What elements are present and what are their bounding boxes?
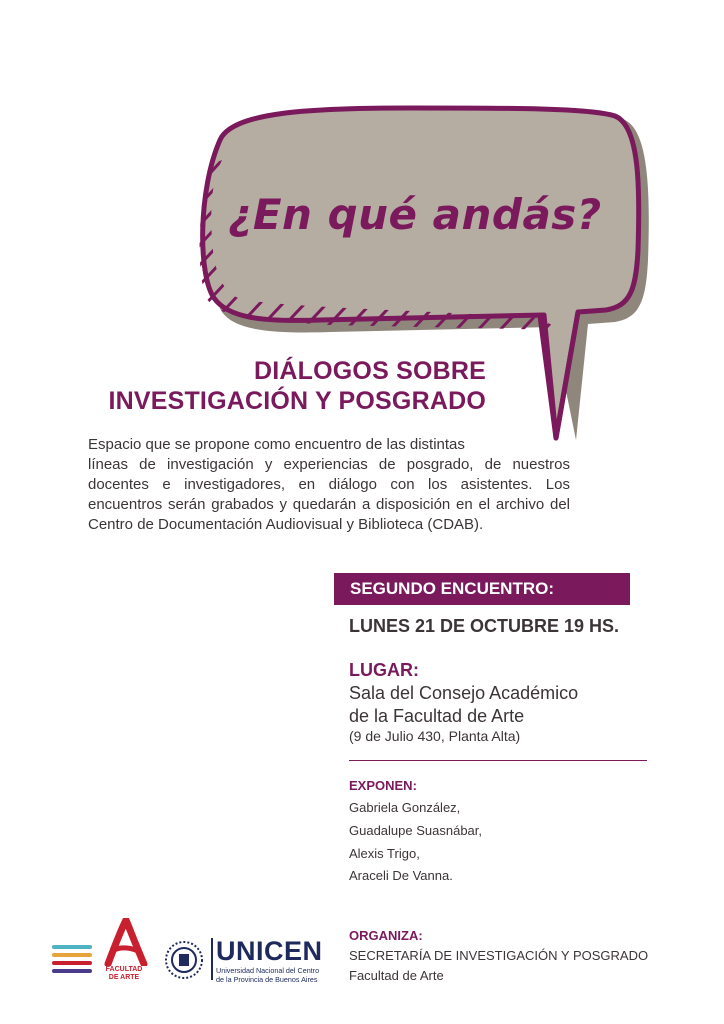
- intro-paragraph: [88, 435, 570, 535]
- event-subtitle: [108, 356, 486, 416]
- stripe-purple: [52, 969, 92, 973]
- speaker-name: Alexis Trigo,: [349, 846, 420, 861]
- unicen-seal-icon: [164, 940, 204, 980]
- unicen-separator: [211, 938, 213, 980]
- organizer-label: ORGANIZA:: [349, 928, 423, 943]
- stripe-teal: [52, 945, 92, 949]
- facultad-arte-line-2: DE ARTE: [108, 974, 140, 981]
- place-line-1: Sala del Consejo Académico: [349, 683, 579, 703]
- unicen-subtitle: [216, 966, 319, 984]
- bubble-title: ¿En qué andás?: [228, 190, 602, 239]
- facultad-arte-logo-icon: [104, 918, 148, 966]
- organizer-line-2: Facultad de Arte: [349, 968, 444, 983]
- intro-line-1: Espacio que se propone como encuentro de las distintas: [88, 436, 465, 453]
- unicen-subtitle-1: Universidad Nacional del Centro: [216, 966, 320, 975]
- unicen-subtitle-2: de la Provincia de Buenos Aires: [216, 975, 318, 984]
- place-address: (9 de Julio 430, Planta Alta): [349, 728, 521, 744]
- stripe-orange: [52, 953, 92, 957]
- stripe-red: [52, 961, 92, 965]
- speaker-name: Guadalupe Suasnábar,: [349, 823, 482, 838]
- speaker-name: Araceli De Vanna.: [349, 868, 453, 883]
- subtitle-line-2: INVESTIGACIÓN Y POSGRADO: [108, 387, 486, 415]
- speakers-label: EXPONEN:: [349, 778, 417, 793]
- speaker-name: Gabriela González,: [349, 800, 461, 815]
- facultad-arte-line-1: FACULTAD: [105, 966, 143, 973]
- intro-rest: líneas de investigación y experiencias de posgrado, de nuestros docentes e investigadores, en diálogo con los asistentes. Los encuentros serán grabados y quedarán a disposición en el archivo del Centro de Documentación Audiovisual y Biblioteca (CDAB).: [88, 456, 570, 533]
- subtitle-line-1: DIÁLOGOS SOBRE: [254, 357, 486, 385]
- event-heading-bar: SEGUNDO ENCUENTRO:: [334, 573, 630, 605]
- place-label: LUGAR:: [349, 660, 419, 680]
- section-divider: [349, 760, 647, 761]
- facultad-arte-label: [104, 966, 144, 982]
- organizer-line-1: SECRETARÍA DE INVESTIGACIÓN Y POSGRADO: [349, 948, 649, 963]
- event-date: LUNES 21 DE OCTUBRE 19 HS.: [349, 616, 620, 636]
- unicen-wordmark: UNICEN: [216, 936, 323, 966]
- place-line-2: de la Facultad de Arte: [349, 706, 525, 726]
